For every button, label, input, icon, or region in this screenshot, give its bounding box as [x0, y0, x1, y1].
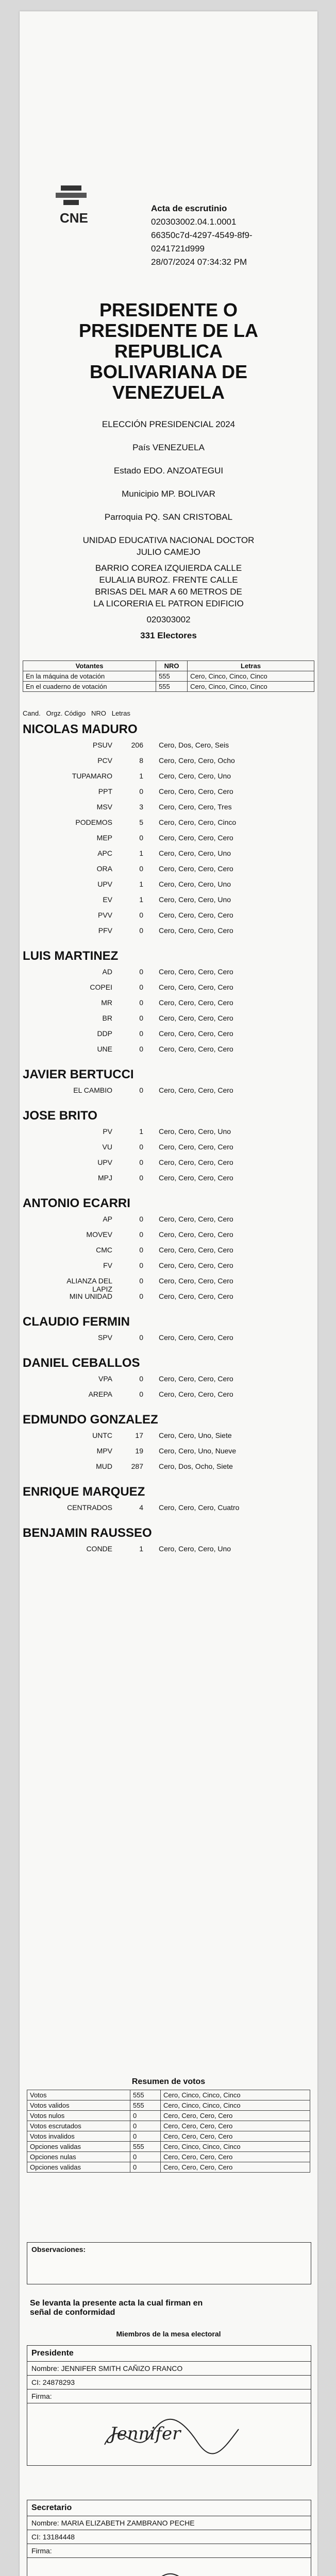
- party-code: CENTRADOS: [67, 1503, 112, 1512]
- party-code: CONDE: [86, 1545, 112, 1553]
- party-code: PCV: [97, 756, 112, 765]
- resumen-section: [27, 2077, 310, 2173]
- party-code: MPJ: [98, 1174, 112, 1182]
- vote-count: 1: [139, 880, 143, 888]
- candidate-party-row: [20, 1014, 317, 1029]
- candidate-party-row: [20, 787, 317, 803]
- candidate-party-row: [20, 880, 317, 895]
- location-block: ELECCIÓN PRESIDENCIAL 2024 País VENEZUELA Estado EDO. ANZOATEGUI Municipio MP. BOLIVAR Parroquia PQ. SAN CRISTOBAL UNIDAD EDUCATIVA NACIONAL DOCTOR JULIO CAMEJO BARRIO COREA IZQUIERDA CALLE EULALIA BUROZ. FRENTE CALLE BRISAS DEL MAR A 60 METROS DE LA LICORERIA EL PATRON EDIFICIO 020303002 331 Electores: [20, 418, 317, 641]
- vote-letters: Cero, Cero, Cero, Cero: [159, 926, 233, 935]
- party-code: BR: [102, 1014, 112, 1022]
- candidate-party-row: [20, 1029, 317, 1045]
- vote-letters: Cero, Cero, Cero, Cero: [159, 787, 233, 795]
- vote-letters: Cero, Cero, Cero, Uno: [159, 895, 231, 904]
- candidate-party-row: [20, 1045, 317, 1060]
- resumen-row: Votos invalidos 0 Cero, Cero, Cero, Cero: [27, 2131, 310, 2142]
- vote-letters: Cero, Cero, Cero, Tres: [159, 803, 232, 811]
- vote-count: 0: [139, 998, 143, 1007]
- member-name: Nombre: JENNIFER SMITH CAÑIZO FRANCO: [27, 2362, 311, 2376]
- vote-letters: Cero, Cero, Cero, Uno: [159, 880, 231, 888]
- vote-letters: Cero, Dos, Cero, Seis: [159, 741, 229, 749]
- candidate-party-row: [20, 1375, 317, 1390]
- party-code: AREPA: [88, 1390, 112, 1398]
- resumen-row: Votos validos 555 Cero, Cinco, Cinco, Cinco: [27, 2100, 310, 2111]
- candidate-party-row: [20, 1447, 317, 1462]
- vote-count: 8: [139, 756, 143, 765]
- vote-count: 0: [139, 926, 143, 935]
- vote-count: 287: [131, 1462, 143, 1470]
- candidate-name: DANIEL CEBALLOS: [23, 1356, 140, 1370]
- party-code: MUD: [96, 1462, 112, 1470]
- vote-count: 1: [139, 1127, 143, 1136]
- candidate-party-row: [20, 1277, 317, 1292]
- vote-count: 0: [139, 1375, 143, 1383]
- vote-letters: Cero, Cero, Cero, Cero: [159, 1277, 233, 1285]
- member-box: [27, 2345, 311, 2466]
- vote-count: 0: [139, 1246, 143, 1254]
- party-code: PV: [103, 1127, 112, 1136]
- party-code: VU: [102, 1143, 112, 1151]
- vote-count: 0: [139, 1390, 143, 1398]
- party-code: PPT: [98, 787, 112, 795]
- vote-letters: Cero, Cero, Cero, Cero: [159, 968, 233, 976]
- candidate-name: ANTONIO ECARRI: [23, 1196, 130, 1210]
- vote-count: 0: [139, 1014, 143, 1022]
- miembros-label: Miembros de la mesa electoral: [116, 2330, 221, 2338]
- vote-count: 0: [139, 1045, 143, 1053]
- acta-header: [151, 202, 311, 269]
- candidate-party-row: [20, 865, 317, 880]
- party-code: PODEMOS: [75, 818, 112, 826]
- vote-count: 0: [139, 1215, 143, 1223]
- election: ELECCIÓN PRESIDENCIAL 2024: [102, 419, 236, 429]
- resumen-row: Opciones validas 555 Cero, Cinco, Cinco, Cinco: [27, 2142, 310, 2152]
- resumen-row: Votos escrutados 0 Cero, Cero, Cero, Cero: [27, 2121, 310, 2131]
- vote-count: 0: [139, 1230, 143, 1239]
- party-code: APC: [97, 849, 112, 857]
- party-code: CMC: [96, 1246, 112, 1254]
- party-code: MPV: [96, 1447, 112, 1455]
- vote-count: 0: [139, 1174, 143, 1182]
- vote-count: 19: [135, 1447, 143, 1455]
- votantes-table: Votantes NRO Letras En la máquina de votación 555 Cero, Cinco, Cinco, Cinco En el cuaderno de votación 555 Cero, Cinco, Cinco, Cinco: [23, 660, 314, 692]
- party-code: AD: [102, 968, 112, 976]
- resumen-row: Votos nulos 0 Cero, Cero, Cero, Cero: [27, 2111, 310, 2121]
- candidate-party-row: [20, 849, 317, 865]
- vote-count: 0: [139, 968, 143, 976]
- datetime: 28/07/2024 07:34:32 PM: [151, 257, 247, 267]
- vote-letters: Cero, Cero, Cero, Cero: [159, 1158, 233, 1166]
- candidate-name: LUIS MARTINEZ: [23, 949, 119, 963]
- vote-count: 0: [139, 1143, 143, 1151]
- observaciones-label: Observaciones:: [31, 2245, 86, 2253]
- vote-count: 0: [139, 1086, 143, 1094]
- vote-letters: Cero, Cero, Cero, Cero: [159, 983, 233, 991]
- party-code: TUPAMARO: [72, 772, 112, 780]
- member-role: Presidente: [27, 2346, 311, 2362]
- signature: [27, 2558, 311, 2576]
- vote-letters: Cero, Cero, Cero, Cero: [159, 1292, 233, 1300]
- hash-2: 0241721d999: [151, 244, 205, 253]
- vote-letters: Cero, Cero, Cero, Cero: [159, 1261, 233, 1269]
- party-code: AP: [103, 1215, 112, 1223]
- candidate-name: NICOLAS MADURO: [23, 722, 138, 736]
- member-ci: CI: 13184448: [27, 2530, 311, 2544]
- candidate-party-row: [20, 998, 317, 1014]
- party-code: FV: [103, 1261, 112, 1269]
- candidate-party-row: [20, 741, 317, 756]
- acta-code: 020303002.04.1.0001: [151, 217, 237, 227]
- page-title: PRESIDENTE O PRESIDENTE DE LA REPUBLICA BOLIVARIANA DE VENEZUELA: [78, 299, 259, 403]
- vote-count: 0: [139, 865, 143, 873]
- candidate-name: JAVIER BERTUCCI: [23, 1067, 134, 1081]
- vote-letters: Cero, Cero, Cero, Cero: [159, 1086, 233, 1094]
- candidate-name: ENRIQUE MARQUEZ: [23, 1485, 145, 1499]
- vote-count: 4: [139, 1503, 143, 1512]
- vote-letters: Cero, Cero, Cero, Cero: [159, 1375, 233, 1383]
- vote-count: 1: [139, 1545, 143, 1553]
- vote-letters: Cero, Cero, Cero, Cuatro: [159, 1503, 240, 1512]
- vote-letters: Cero, Cero, Cero, Cero: [159, 1215, 233, 1223]
- logo-text: CNE: [60, 210, 88, 226]
- resumen-row: Opciones validas 0 Cero, Cero, Cero, Cero: [27, 2162, 310, 2173]
- candidate-party-row: [20, 1390, 317, 1405]
- vote-count: 5: [139, 818, 143, 826]
- resumen-title: Resumen de votos: [131, 2077, 206, 2086]
- signature-text: Jennifer: [110, 2424, 181, 2444]
- candidate-party-row: [20, 772, 317, 787]
- party-code: UNE: [97, 1045, 112, 1053]
- party-code: MSV: [96, 803, 112, 811]
- vote-count: 3: [139, 803, 143, 811]
- candidate-party-row: [20, 1246, 317, 1261]
- vote-letters: Cero, Cero, Uno, Nueve: [159, 1447, 237, 1455]
- candidate-party-row: [20, 968, 317, 983]
- candidate-party-row: [20, 926, 317, 942]
- candidate-party-row: [20, 1545, 317, 1560]
- party-code: UPV: [97, 1158, 112, 1166]
- vote-count: 0: [139, 834, 143, 842]
- vote-count: 0: [139, 1292, 143, 1300]
- vote-count: 0: [139, 911, 143, 919]
- party-code: UPV: [97, 880, 112, 888]
- vote-letters: Cero, Cero, Cero, Cero: [159, 1143, 233, 1151]
- vote-count: 1: [139, 849, 143, 857]
- acta-paper: [20, 11, 317, 2576]
- candidate-party-row: [20, 834, 317, 849]
- vote-count: 0: [139, 1333, 143, 1342]
- party-code: PFV: [98, 926, 112, 935]
- vote-count: 0: [139, 1261, 143, 1269]
- party-code: ORA: [96, 865, 112, 873]
- vote-letters: Cero, Cero, Cero, Cero: [159, 1014, 233, 1022]
- party-code: PVV: [97, 911, 112, 919]
- candidate-party-row: [20, 1127, 317, 1143]
- candidate-party-row: [20, 983, 317, 998]
- vote-letters: Cero, Cero, Cero, Cero: [159, 1333, 233, 1342]
- party-code: ALIANZA DEL LAPIZ: [66, 1277, 112, 1293]
- member-firma-label: Firma:: [27, 2389, 311, 2403]
- vote-count: 0: [139, 1029, 143, 1038]
- vote-count: 1: [139, 772, 143, 780]
- vote-count: 0: [139, 983, 143, 991]
- candidate-name: EDMUNDO GONZALEZ: [23, 1413, 158, 1427]
- candidate-party-row: [20, 895, 317, 911]
- party-code: MIN UNIDAD: [69, 1292, 112, 1300]
- resumen-table: [27, 2090, 310, 2173]
- cne-logo: [51, 181, 97, 243]
- vote-count: 0: [139, 787, 143, 795]
- candidate-party-row: [20, 756, 317, 772]
- vote-letters: Cero, Cero, Cero, Cero: [159, 1045, 233, 1053]
- candidates-header: Cand. Orgz. Código NRO Letras: [23, 709, 130, 717]
- party-code: VPA: [98, 1375, 112, 1383]
- party-code: MOVEV: [86, 1230, 112, 1239]
- vote-letters: Cero, Cero, Cero, Uno: [159, 1127, 231, 1136]
- observaciones-box: [27, 2242, 311, 2284]
- member-role: Secretario: [27, 2500, 311, 2516]
- firma-intro: Se levanta la presente acta la cual firman en señal de conformidad: [30, 2299, 203, 2317]
- vote-letters: Cero, Dos, Ocho, Siete: [159, 1462, 233, 1470]
- candidate-party-row: [20, 1086, 317, 1101]
- vote-letters: Cero, Cero, Cero, Cero: [159, 1390, 233, 1398]
- party-code: DDP: [97, 1029, 112, 1038]
- vote-letters: Cero, Cero, Cero, Cinco: [159, 818, 237, 826]
- vote-letters: Cero, Cero, Cero, Uno: [159, 1545, 231, 1553]
- vote-letters: Cero, Cero, Cero, Cero: [159, 1029, 233, 1038]
- member-name: Nombre: MARIA ELIZABETH ZAMBRANO PECHE: [27, 2516, 311, 2530]
- candidate-party-row: [20, 1462, 317, 1478]
- candidate-party-row: [20, 1431, 317, 1447]
- vote-letters: Cero, Cero, Uno, Siete: [159, 1431, 232, 1439]
- vote-letters: Cero, Cero, Cero, Cero: [159, 865, 233, 873]
- member-box: [27, 2500, 311, 2576]
- party-code: UNTC: [92, 1431, 112, 1439]
- party-code: EL CAMBIO: [73, 1086, 112, 1094]
- member-ci: CI: 24878293: [27, 2376, 311, 2389]
- party-code: MR: [101, 998, 112, 1007]
- candidate-party-row: [20, 1230, 317, 1246]
- candidate-party-row: [20, 1503, 317, 1519]
- candidate-name: BENJAMIN RAUSSEO: [23, 1526, 152, 1540]
- acta-label: Acta de escrutinio: [151, 204, 227, 213]
- party-code: EV: [103, 895, 112, 904]
- vote-letters: Cero, Cero, Cero, Cero: [159, 998, 233, 1007]
- vote-letters: Cero, Cero, Cero, Cero: [159, 1246, 233, 1254]
- candidate-party-row: [20, 1333, 317, 1349]
- signature: [27, 2403, 311, 2465]
- vote-letters: Cero, Cero, Cero, Uno: [159, 772, 231, 780]
- candidate-party-row: [20, 911, 317, 926]
- vote-letters: Cero, Cero, Cero, Cero: [159, 1174, 233, 1182]
- candidate-party-row: [20, 1143, 317, 1158]
- vote-letters: Cero, Cero, Cero, Ocho: [159, 756, 235, 765]
- party-code: COPEI: [90, 983, 112, 991]
- candidate-name: JOSE BRITO: [23, 1109, 97, 1123]
- party-code: SPV: [97, 1333, 112, 1342]
- hash-1: 66350c7d-4297-4549-8f9-: [151, 230, 253, 240]
- vote-count: 0: [139, 1277, 143, 1285]
- vote-letters: Cero, Cero, Cero, Cero: [159, 911, 233, 919]
- candidate-name: CLAUDIO FERMIN: [23, 1315, 130, 1329]
- candidate-party-row: [20, 1158, 317, 1174]
- party-code: MEP: [96, 834, 112, 842]
- candidate-party-row: [20, 1292, 317, 1308]
- vote-letters: Cero, Cero, Cero, Cero: [159, 1230, 233, 1239]
- resumen-row: Votos 555 Cero, Cinco, Cinco, Cinco: [27, 2090, 310, 2100]
- vote-letters: Cero, Cero, Cero, Uno: [159, 849, 231, 857]
- candidate-party-row: [20, 1215, 317, 1230]
- candidate-party-row: [20, 803, 317, 818]
- vote-count: 1: [139, 895, 143, 904]
- member-firma-label: Firma:: [27, 2544, 311, 2558]
- candidate-party-row: [20, 818, 317, 834]
- candidate-party-row: [20, 1261, 317, 1277]
- resumen-row: Opciones nulas 0 Cero, Cero, Cero, Cero: [27, 2152, 310, 2162]
- vote-count: 0: [139, 1158, 143, 1166]
- party-code: PSUV: [92, 741, 112, 749]
- vote-count: 17: [135, 1431, 143, 1439]
- candidate-party-row: [20, 1174, 317, 1189]
- vote-count: 206: [131, 741, 143, 749]
- vote-letters: Cero, Cero, Cero, Cero: [159, 834, 233, 842]
